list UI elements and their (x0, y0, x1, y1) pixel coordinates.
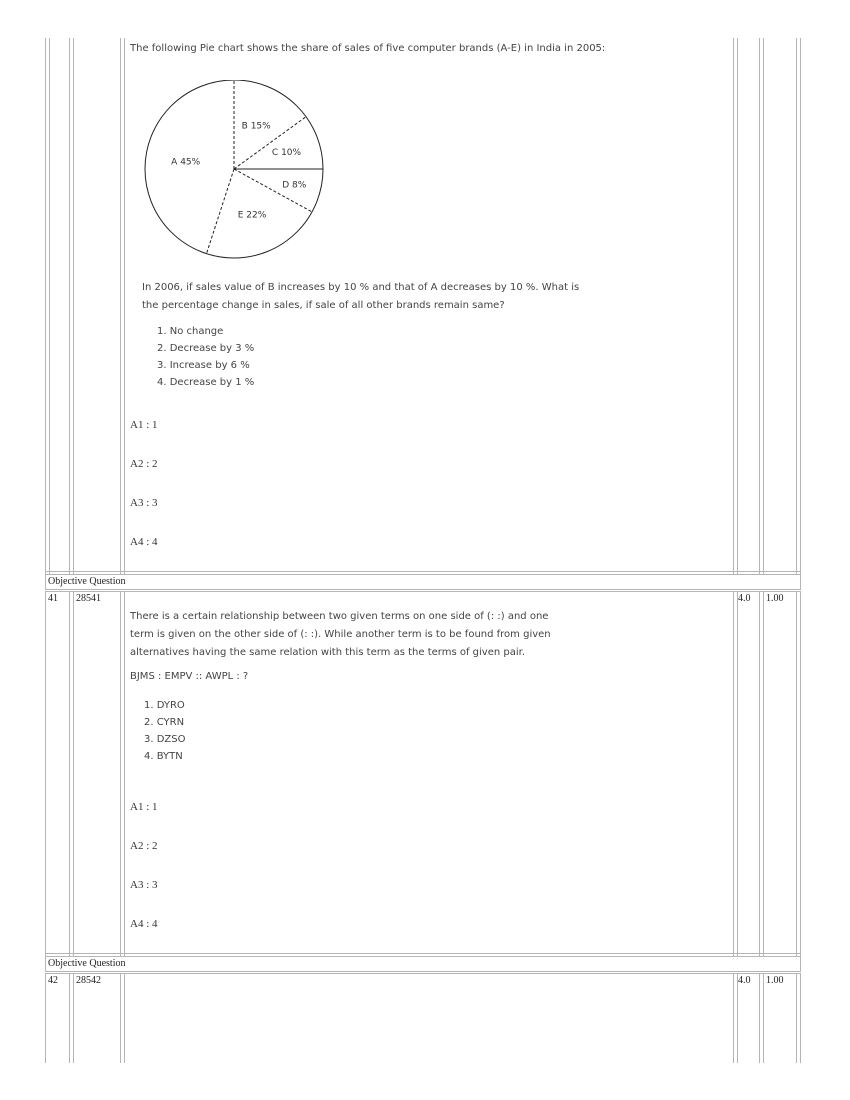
slice-label-a: A 45% (171, 157, 201, 168)
col-border (737, 973, 738, 1063)
question-line: the percentage change in sales, if sale of all other brands remain same? (142, 300, 505, 311)
col-border (124, 591, 125, 956)
row-border (45, 953, 800, 954)
question-id: 28541 (76, 593, 101, 604)
option-item[interactable]: 2. Decrease by 3 % (157, 343, 255, 354)
row-border (45, 571, 800, 572)
options-list (157, 323, 254, 391)
row-border (45, 591, 800, 592)
col-border (73, 38, 74, 575)
question-intro: The following Pie chart shows the share of sales of five computer brands (A-E) in India in 2005: (130, 43, 606, 54)
pie-chart (140, 80, 340, 260)
col-border (49, 38, 50, 575)
option-item[interactable]: 1. No change (157, 326, 224, 337)
col-border (73, 973, 74, 1063)
col-border (759, 591, 760, 956)
question-line: There is a certain relationship between two given terms on one side of (: :) and one (130, 611, 549, 622)
col-border (796, 973, 797, 1063)
answer-option[interactable]: A1 : 1 (130, 419, 158, 431)
col-border (800, 574, 801, 590)
answer-option[interactable]: A3 : 3 (130, 879, 158, 891)
question-number: 42 (48, 975, 58, 986)
col-border (733, 38, 734, 575)
slice-label-d: D 8% (282, 180, 307, 191)
col-border (763, 973, 764, 1063)
col-border (796, 38, 797, 575)
col-border (737, 38, 738, 575)
col-border (800, 956, 801, 972)
col-border (45, 956, 46, 972)
col-border (124, 38, 125, 575)
answer-option[interactable]: A4 : 4 (130, 536, 158, 548)
question-line: In 2006, if sales value of B increases by 10 % and that of A decreases by 10 %. What is (142, 282, 580, 293)
row-border (45, 589, 800, 590)
col-border (69, 973, 70, 1063)
option-item[interactable]: 2. CYRN (144, 717, 185, 728)
question-id: 28542 (76, 975, 101, 986)
negative-marks: 1.00 (766, 593, 784, 604)
col-border (120, 38, 121, 575)
question-text (130, 608, 551, 662)
col-border (759, 38, 760, 575)
option-item[interactable]: 3. Increase by 6 % (157, 360, 250, 371)
question-text (142, 279, 579, 315)
col-border (69, 38, 70, 575)
answer-option[interactable]: A1 : 1 (130, 801, 158, 813)
col-border (120, 591, 121, 956)
question-pair: BJMS : EMPV :: AWPL : ? (130, 671, 249, 682)
col-border (73, 591, 74, 956)
answer-option[interactable]: A2 : 2 (130, 840, 158, 852)
col-border (45, 38, 46, 575)
slice-label-e: E 22% (237, 210, 267, 221)
col-border (800, 973, 801, 1063)
option-item[interactable]: 3. DZSO (144, 734, 186, 745)
slice-divider-e-a (207, 169, 235, 254)
col-border (69, 591, 70, 956)
col-border (763, 38, 764, 575)
slice-label-c: C 10% (271, 147, 302, 158)
col-border (800, 591, 801, 956)
slice-label-b: B 15% (241, 121, 271, 132)
row-border (45, 574, 800, 575)
question-marks: 4.0 (738, 593, 751, 604)
col-border (759, 973, 760, 1063)
col-border (800, 38, 801, 575)
row-border (45, 971, 800, 972)
col-border (763, 591, 764, 956)
row-border (45, 973, 800, 974)
section-label: Objective Question (48, 576, 126, 587)
negative-marks: 1.00 (766, 975, 784, 986)
col-border (124, 973, 125, 1063)
section-label: Objective Question (48, 958, 126, 969)
col-border (796, 591, 797, 956)
question-number: 41 (48, 593, 58, 604)
answer-option[interactable]: A3 : 3 (130, 497, 158, 509)
option-item[interactable]: 4. Decrease by 1 % (157, 377, 255, 388)
answer-option[interactable]: A4 : 4 (130, 918, 158, 930)
col-border (733, 591, 734, 956)
option-item[interactable]: 4. BYTN (144, 751, 183, 762)
col-border (733, 973, 734, 1063)
question-line: term is given on the other side of (: :). While another term is to be found from given (130, 629, 551, 640)
col-border (737, 591, 738, 956)
options-list (144, 697, 186, 765)
row-border (45, 956, 800, 957)
option-item[interactable]: 1. DYRO (144, 700, 185, 711)
col-border (45, 574, 46, 590)
answer-option[interactable]: A2 : 2 (130, 458, 158, 470)
col-border (45, 973, 46, 1063)
col-border (120, 973, 121, 1063)
question-marks: 4.0 (738, 975, 751, 986)
question-line: alternatives having the same relation with this term as the terms of given pair. (130, 647, 525, 658)
col-border (45, 591, 46, 956)
